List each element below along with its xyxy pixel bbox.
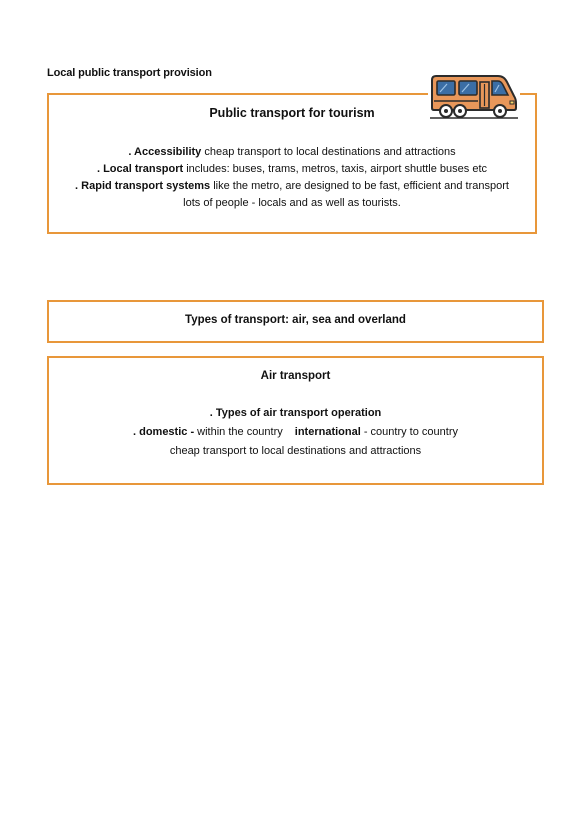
international-text: - country to country <box>360 426 458 438</box>
page-heading: Local public transport provision <box>47 67 212 79</box>
accessibility-label: . Accessibility <box>128 146 202 158</box>
box-title-tourism: Public transport for tourism <box>209 106 375 120</box>
transport-types-box <box>47 300 544 343</box>
local-transport-text: includes: buses, trams, metros, taxis, airport shuttle buses etc <box>183 163 488 175</box>
tourism-lines <box>55 144 529 212</box>
line-local-transport <box>55 161 529 178</box>
bus-window-1 <box>437 81 455 95</box>
domestic-text: within the country <box>194 426 283 438</box>
air-operation-types-label: . Types of air transport operation <box>209 407 382 419</box>
box-title-air-transport: Air transport <box>260 370 331 382</box>
line-domestic-international <box>55 423 536 442</box>
rapid-transport-text: like the metro, are designed to be fast, efficient and transport <box>210 180 509 192</box>
line-accessibility <box>55 144 529 161</box>
air-transport-lines <box>55 404 536 461</box>
line-rapid-transport <box>55 178 529 195</box>
bus-icon-graphic <box>428 70 520 120</box>
line-rapid-transport-cont: lots of people - locals and as well as tourists. <box>183 197 401 209</box>
local-transport-label: . Local transport <box>96 163 184 175</box>
international-label: international <box>294 426 361 438</box>
bus-icon <box>428 70 520 120</box>
box-title-transport-types: Types of transport: air, sea and overland <box>185 314 406 326</box>
line-cheap-transport: cheap transport to local destinations and attractions <box>169 445 422 457</box>
bus-window-2 <box>459 81 477 95</box>
rapid-transport-label: . Rapid transport systems <box>75 180 211 192</box>
line-air-operation-types <box>55 404 536 423</box>
domestic-label: . domestic - <box>132 426 195 438</box>
air-transport-box <box>47 356 544 485</box>
accessibility-text: cheap transport to local destinations and attractions <box>201 146 456 158</box>
